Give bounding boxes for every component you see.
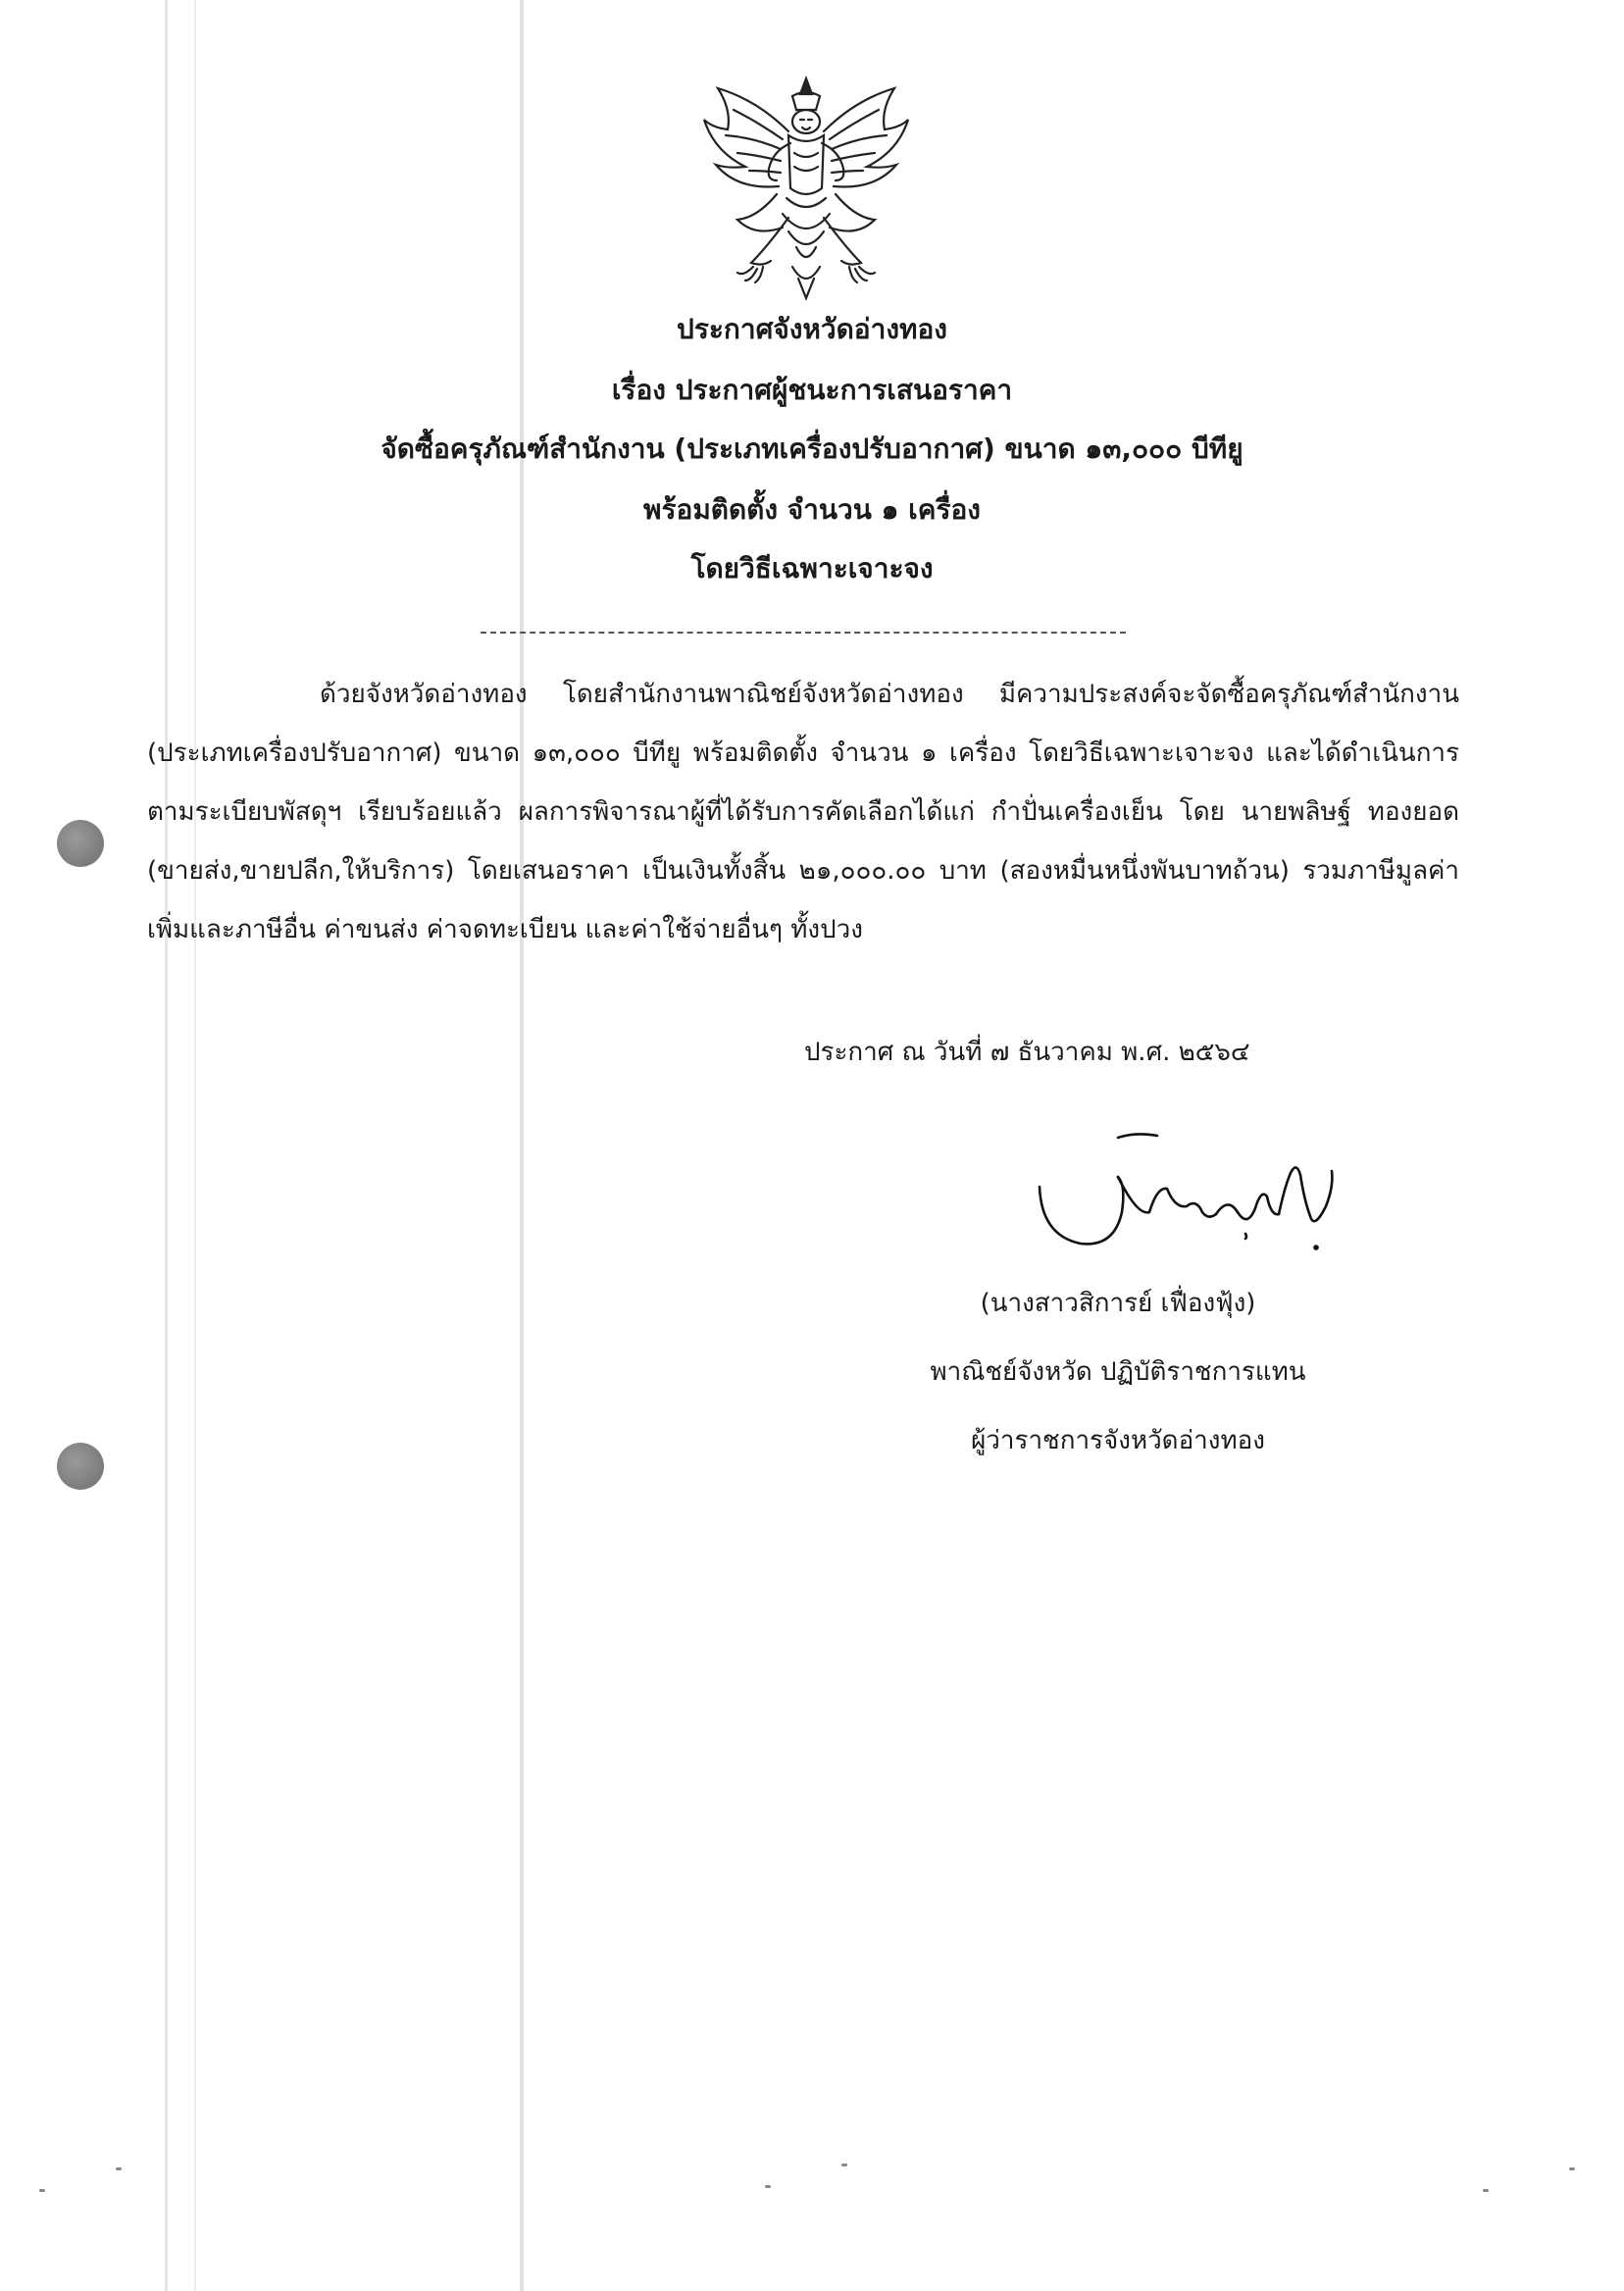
scan-speck <box>1569 2167 1575 2170</box>
punch-hole <box>57 1443 104 1490</box>
handwritten-signature <box>1020 1118 1344 1265</box>
scan-speck <box>765 2185 771 2188</box>
signatory-name: (นางสาวสิการย์ เฟื่องฟุ้ง) <box>980 1289 1256 1318</box>
announcement-date: ประกาศ ณ วันที่ ๗ ธันวาคม พ.ศ. ๒๕๖๔ <box>804 1038 1250 1067</box>
announcement-subject: เรื่อง ประกาศผู้ชนะการเสนอราคา <box>611 374 1013 406</box>
scan-speck <box>116 2167 122 2170</box>
divider <box>481 632 1126 634</box>
scan-fold-line <box>194 0 196 2291</box>
scan-speck <box>841 2164 847 2166</box>
announcement-body: ด้วยจังหวัดอ่างทอง โดยสำนักงานพาณิชย์จังหวัดอ่างทอง มีความประสงค์จะจัดซื้อครุภัณฑ์สำนักงาน (ประเภทเครื่องปรับอากาศ) ขนาด ๑๓,๐๐๐ บีทียู พร้อมติดตั้ง จำนวน ๑ เครื่อง โดยวิธีเฉพาะเจาะจง และได้ดำเนินการตามระเบียบพัสดุฯ เรียบร้อยแล้ว ผลการพิจารณาผู้ที่ได้รับการคัดเลือกได้แก่ กำปั่นเครื่องเย็น โดย นายพลิษฐ์ ทองยอด (ขายส่ง,ขายปลีก,ให้บริการ) โดยเสนอราคา เป็นเงินทั้งสิ้น ๒๑,๐๐๐.๐๐ บาท (สองหมื่นหนึ่งพันบาทถ้วน) รวมภาษีมูลค่าเพิ่มและภาษีอื่น ค่าขนส่ง ค่าจดทะเบียน และค่าใช้จ่ายอื่นๆ ทั้งปวง <box>147 680 1459 944</box>
announcement-item-line: พร้อมติดตั้ง จำนวน ๑ เครื่อง <box>643 493 981 526</box>
punch-hole <box>57 820 104 867</box>
announcement-title: ประกาศจังหวัดอ่างทอง <box>677 313 947 345</box>
scan-fold-line <box>520 0 524 2291</box>
announcement-item-line: จัดซื้อครุภัณฑ์สำนักงาน (ประเภทเครื่องปรับอากาศ) ขนาด ๑๓,๐๐๐ บีทียู <box>381 433 1243 465</box>
garuda-emblem-icon <box>698 71 914 306</box>
signatory-position: พาณิชย์จังหวัด ปฏิบัติราชการแทน <box>930 1357 1306 1387</box>
scan-speck <box>1483 2189 1489 2192</box>
announcement-method: โดยวิธีเฉพาะเจาะจง <box>690 552 934 585</box>
signatory-position: ผู้ว่าราชการจังหวัดอ่างทอง <box>971 1426 1265 1455</box>
scan-speck <box>39 2189 45 2192</box>
scan-fold-line <box>165 0 168 2291</box>
